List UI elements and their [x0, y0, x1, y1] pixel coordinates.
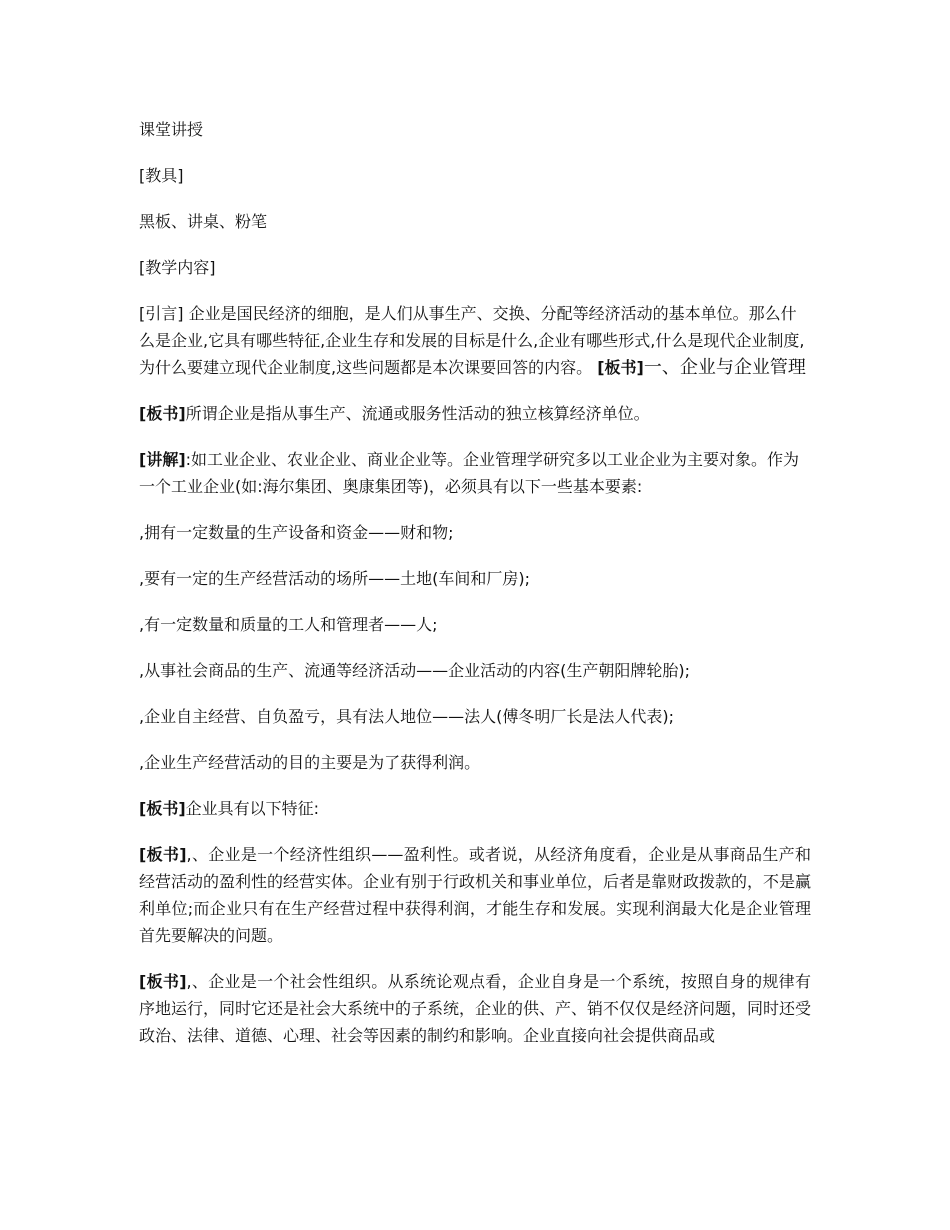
list-item: ,要有一定的生产经营活动的场所——土地(车间和厂房);: [139, 569, 530, 588]
board-label: [板书]: [139, 845, 187, 864]
explain-label: [讲解]: [139, 450, 186, 469]
feature-2-text: ,、企业是一个社会性组织。从系统论观点看，企业自身是一个系统，按照自身的规律有序地运行，同时它还是社会大系统中的子系统，企业的供、产、销不仅仅是经济问题，同时还受政治、法律、道德、心理、社会等因素的制约和影响。企业直接向社会提供商品或: [139, 972, 812, 1045]
list-item: ,拥有一定数量的生产设备和资金——财和物;: [139, 523, 454, 542]
list-item: ,从事社会商品的生产、流通等经济活动——企业活动的内容(生产朝阳牌轮胎);: [139, 661, 690, 680]
paragraph-tools-heading: [教具]: [139, 166, 184, 185]
board-label: [板书]: [139, 972, 187, 991]
board-label: [板书]: [139, 799, 186, 818]
explanation-text: :如工业企业、农业企业、商业企业等。企业管理学研究多以工业企业为主要对象。作为一个工业企业(如:海尔集团、奥康集团等)，必须具有以下一些基本要素:: [139, 450, 800, 496]
paragraph-features: [139, 795, 811, 822]
document-page: [139, 116, 811, 1049]
feature-1-text: ,、企业是一个经济性组织——盈利性。或者说，从经济角度看，企业是从事商品生产和经营活动的盈利性的经营实体。企业有别于行政机关和事业单位，后者是靠财政拨款的，不是赢利单位;而企业只有在生产经营过程中获得利润，才能生存和发展。实现利润最大化是企业管理首先要解决的问题。: [139, 845, 812, 945]
list-item: ,企业自主经营、自负盈亏，具有法人地位——法人(傅冬明厂长是法人代表);: [139, 707, 674, 726]
intro-text: [引言] 企业是国民经济的细胞，是人们从事生产、交换、分配等经济活动的基本单位。那么什么是企业,它具有哪些特征,企业生存和发展的目标是什么,企业有哪些形式,什么是现代企业制度,为什么要建立现代企业制度,这些问题都是本次课要回答的内容。: [139, 304, 805, 377]
paragraph-feature-1: [139, 841, 811, 949]
paragraph-content-heading: [教学内容]: [139, 258, 216, 277]
paragraph-intro: [139, 300, 811, 381]
section-heading: 一、企业与企业管理: [643, 357, 806, 378]
paragraph-method: 课堂讲授: [139, 120, 204, 139]
board-label: [板书]: [597, 358, 644, 377]
paragraph-tools: 黑板、讲桌、粉笔: [139, 212, 268, 231]
list-item: ,企业生产经营活动的目的主要是为了获得利润。: [139, 753, 481, 772]
paragraph-definition: [139, 400, 811, 427]
features-text: 企业具有以下特征:: [185, 799, 320, 818]
paragraph-explanation: [139, 446, 811, 500]
board-label: [板书]: [139, 404, 186, 423]
paragraph-feature-2: [139, 968, 811, 1049]
list-item: ,有一定数量和质量的工人和管理者——人;: [139, 615, 438, 634]
definition-text: 所谓企业是指从事生产、流通或服务性活动的独立核算经济单位。: [185, 404, 650, 423]
